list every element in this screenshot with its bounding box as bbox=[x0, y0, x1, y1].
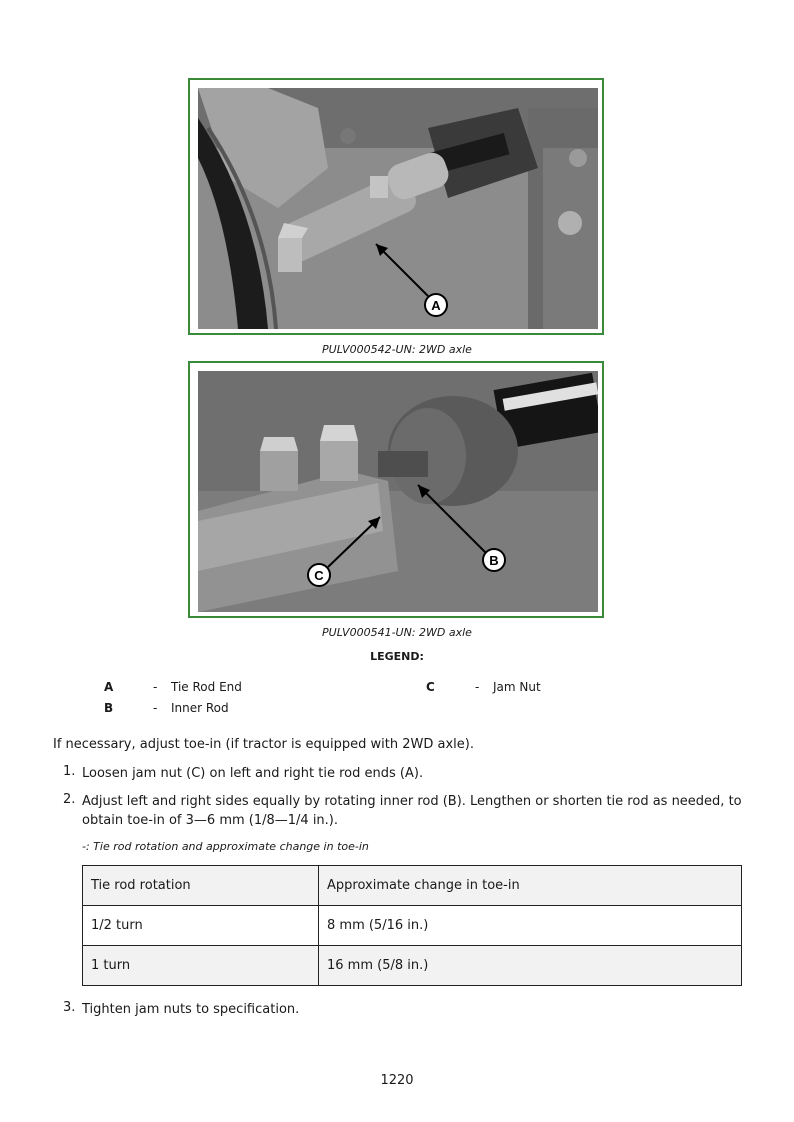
step-1-text: Loosen jam nut (C) on left and right tie rod ends (A). bbox=[82, 766, 424, 781]
legend-item-a bbox=[104, 680, 364, 696]
intro-paragraph: If necessary, adjust toe-in (if tractor is equipped with 2WD axle). bbox=[53, 737, 474, 752]
table-row bbox=[83, 906, 742, 946]
step-3-text: Tighten jam nuts to specification. bbox=[82, 1002, 300, 1017]
figure-tie-rod-end bbox=[188, 78, 604, 335]
callout-c-label: C bbox=[314, 568, 324, 583]
legend-dash: - bbox=[475, 680, 480, 694]
table-cell: 1/2 turn bbox=[83, 906, 319, 946]
page-number: 1220 bbox=[380, 1073, 414, 1088]
table-header-cell: Approximate change in toe-in bbox=[319, 866, 742, 906]
inner-rod-jam-nut-photo bbox=[198, 371, 598, 612]
legend-item-b bbox=[104, 701, 364, 717]
legend-item-c bbox=[426, 680, 626, 696]
step-3-number: 3. bbox=[63, 1000, 76, 1015]
figure-inner-rod-jam-nut bbox=[188, 361, 604, 618]
callout-b-label: B bbox=[489, 553, 499, 568]
legend-dash: - bbox=[153, 680, 158, 694]
figure-1-caption: PULV000542-UN: 2WD axle bbox=[322, 343, 472, 356]
table-cell: 1 turn bbox=[83, 946, 319, 986]
legend-key: B bbox=[104, 701, 114, 715]
legend-key: C bbox=[426, 680, 435, 694]
legend-title: LEGEND: bbox=[370, 650, 424, 663]
table-cell: 8 mm (5/16 in.) bbox=[319, 906, 742, 946]
step-1-number: 1. bbox=[63, 764, 76, 779]
table-header-row bbox=[83, 866, 742, 906]
step-2-text-line-2: obtain toe-in of 3—6 mm (1/8—1/4 in.). bbox=[82, 813, 339, 828]
figure-2-caption: PULV000541-UN: 2WD axle bbox=[322, 626, 472, 639]
legend-key: A bbox=[104, 680, 114, 694]
legend-label: Inner Rod bbox=[171, 701, 229, 715]
legend-dash: - bbox=[153, 701, 158, 715]
toe-in-table bbox=[82, 865, 742, 986]
table-header-cell: Tie rod rotation bbox=[83, 866, 319, 906]
legend-label: Tie Rod End bbox=[171, 680, 242, 694]
table-cell: 16 mm (5/8 in.) bbox=[319, 946, 742, 986]
table-row bbox=[83, 946, 742, 986]
legend-label: Jam Nut bbox=[493, 680, 541, 694]
step-2-text-line-1: Adjust left and right sides equally by rotating inner rod (B). Lengthen or shorten tie rod as needed, to bbox=[82, 794, 742, 809]
callout-a-label: A bbox=[431, 298, 441, 313]
tie-rod-end-photo bbox=[198, 88, 598, 329]
table-caption: -: Tie rod rotation and approximate change in toe-in bbox=[82, 840, 369, 853]
step-2-number: 2. bbox=[63, 792, 76, 807]
